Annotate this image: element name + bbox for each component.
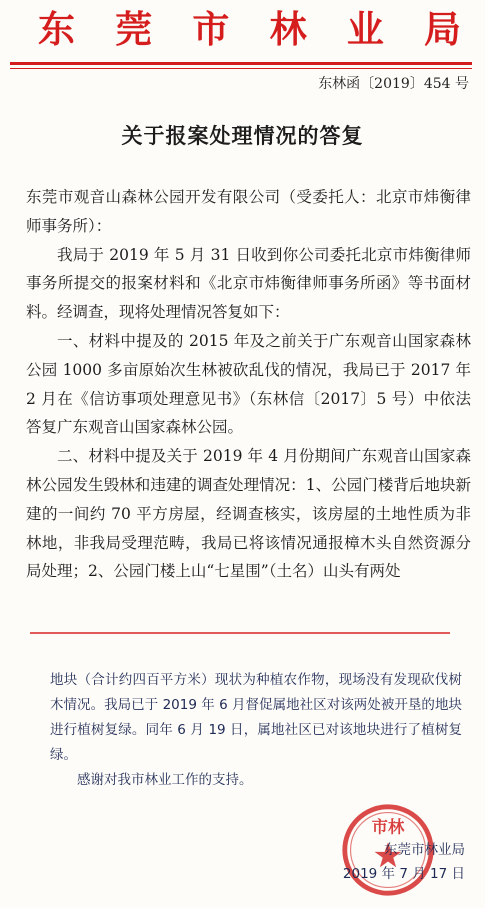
paragraph-continued: 地块（合计约四百平方米）现状为种植农作物，现场没有发现砍伐树木情况。我局已于 2019 年 6 月督促属地社区对该两处被开垦的地块进行植树复绿。同年 6 月 19 日，属地社区已对该地块进行了植树复绿。 [50,672,462,763]
page-cut-divider [30,632,450,634]
paragraph-thanks: 感谢对我市林业工作的支持。 [77,772,253,788]
signature-org: 东莞市林业局 [384,842,465,858]
paragraph-intro: 我局于 2019 年 5 月 31 日收到你公司委托北京市炜衡律师事务所提交的报案材料和《北京市炜衡律师事务所函》等书面材料。经调查，现将处理情况答复如下： [26,245,471,322]
letterhead-char: 局 [423,8,461,51]
paragraph-item-1: 一、材料中提及的 2015 年及之前关于广东观音山国家森林公园 1000 多亩原始次生林被砍乱伐的情况，我局已于 2017 年 2 月在《信访事项处理意见书》（东林信〔2017〕5 号）中依法答复广东观音山国家森林公园。 [26,331,471,437]
letterhead-char: 市 [192,8,230,51]
letterhead-char: 莞 [115,8,153,51]
seal-text: 市林 [371,817,405,837]
letterhead [0,0,485,60]
letterhead-char: 林 [269,8,307,51]
signature-date: 2019 年 7 月 17 日 [342,866,465,882]
document-number: 东林函〔2019〕454 号 [318,76,469,92]
document-title: 关于报案处理情况的答复 [121,123,364,148]
salutation: 东莞市观音山森林公园开发有限公司（受委托人：北京市炜衡律师事务所）： [26,188,471,235]
letterhead-rule-thick [10,62,472,65]
letterhead-rule-thin [10,68,472,69]
letter-body-upper [26,183,471,586]
signature-block [343,838,465,886]
paragraph-item-2: 二、材料中提及关于 2019 年 4 月份期间广东观音山国家森林公园发生毁林和违建的调查处理情况：1、公园门楼背后地块新建的一间约 70 平方房屋，经调查核实，该房屋的土地性质为非林地，非我局受理范畴，我局已将该情况通报樟木头自然资源分局处理；2、公园门楼上山“七星围”（土名）山头有两处 [26,447,471,581]
letterhead-char: 东 [38,8,75,51]
letter-body-lower [50,668,462,793]
letterhead-char: 业 [346,8,384,51]
